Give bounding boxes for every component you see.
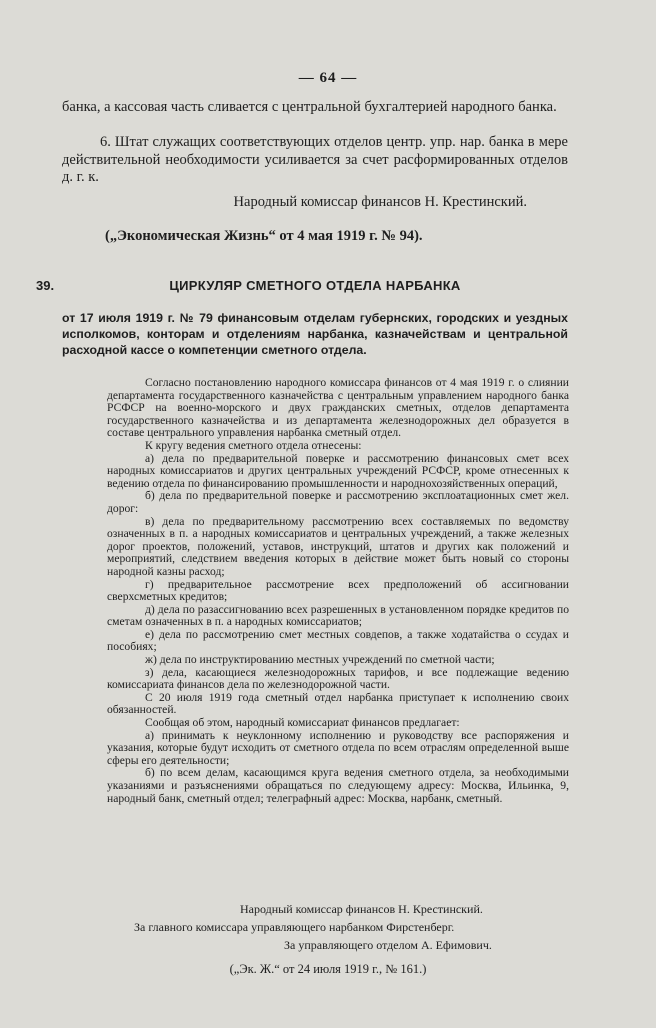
body-intro: Согласно постановлению народного комиссара финансов от 4 мая 1919 г. о слиянии департамента государственного казначейства с центральным управлением народного банка РСФСР на военно-морского и двух гражданских сметных, отделов департамента государственного казначейства и из департамента железнодорожных дел образуется в составе центрального управления нарбанка сметный отдел. <box>107 376 569 440</box>
item-zh: ж) дела по инструктированию местных учреждений по сметной части; <box>145 653 495 667</box>
scope-heading: К кругу ведения сметного отдела отнесены: <box>145 438 362 452</box>
footer-source-citation: („Эк. Ж.“ от 24 июля 1919 г., № 161.) <box>229 962 427 976</box>
circular-body <box>107 377 569 805</box>
item-b: б) дела по предварительной поверке и рассмотрению эксплоатационных смет жел. дорог: <box>107 489 569 515</box>
proposal-heading: Сообщая об этом, народный комиссариат финансов предлагает: <box>145 716 460 730</box>
signature-krestinsky-1: Народный комиссар финансов Н. Крестинский. <box>233 194 527 210</box>
item-z: з) дела, касающиеся железнодорожных тарифов, и все подлежащие ведению комиссариата финансов дела по железнодорожной части. <box>107 665 569 692</box>
item-g: г) предварительное рассмотрение всех предположений об ассигновании сверхсметных кредитов; <box>107 577 569 604</box>
section-title: ЦИРКУЛЯР СМЕТНОГО ОТДЕЛА НАРБАНКА <box>169 278 461 293</box>
proposal-b: б) по всем делам, касающимся круга ведения сметного отдела, за необходимыми указаниями и разъяснениями обращаться по следующему адресу: Москва, Ильинка, 9, народный банк, сметный отдел; телеграфный адрес: Москва, нарбанк, сметный. <box>107 766 569 805</box>
page-number: — 64 — <box>298 70 358 86</box>
section-subtitle: от 17 июля 1919 г. № 79 финансовым отделам губернских, городских и уездных исполкомов, конторам и отделениям нарбанка, казначействам и центральной расходной кассе о компетенции сметного отдела. <box>62 311 568 357</box>
section-number: 39. <box>36 278 55 293</box>
source-citation-1: („Экономическая Жизнь“ от 4 мая 1919 г. № 94). <box>105 228 423 244</box>
item-v: в) дела по предварительному рассмотрению всех составляемых по ведомству означенных в п. а народных комиссариатов и центральных учреждений, а также железных дорог проектов, положений, уставов, инструкций, штатов и других как положений и мероприятий, следствием введения которых в действие может быть новый со стороны народной казны расход; <box>107 514 569 578</box>
paragraph-6: 6. Штат служащих соответствующих отделов центр. упр. нар. банка в мере действительной необходимости усиливается за счет расформированных отделов д. г. к. <box>62 134 568 185</box>
proposal-a: а) принимать к неуклонному исполнению и руководству все распоряжения и указания, которые будут исходить от сметного отдела по всем отраслям определенной выше сферы его деятельности; <box>107 728 569 767</box>
paragraph-continued: банка, а кассовая часть сливается с центральной бухгалтерией народного банка. <box>62 99 557 115</box>
item-d: д) дела по разассигнованию всех разрешенных в установленном порядке кредитов по сметам означенных в п. а народных комиссариатов; <box>107 602 569 629</box>
signature-line-1: Народный комиссар финансов Н. Крестинский. <box>240 902 483 916</box>
signature-line-2: За главного комиссара управляющего нарбанком Фирстенберг. <box>134 920 455 934</box>
signature-line-3: За управляющего отделом А. Ефимович. <box>284 938 492 952</box>
start-note: С 20 июля 1919 года сметный отдел нарбанка приступает к исполнению своих обязанностей. <box>107 690 569 717</box>
item-e: е) дела по рассмотрению смет местных совдепов, а также ходатайства о ссудах и пособиях; <box>107 627 569 654</box>
item-a: а) дела по предварительной поверке и рассмотрению финансовых смет всех народных комиссариатов и других центральных учреждений РСФСР, кроме отнесенных к ведению отдела по финансированию промышленности и народнохозяйственных операций, <box>107 451 569 490</box>
